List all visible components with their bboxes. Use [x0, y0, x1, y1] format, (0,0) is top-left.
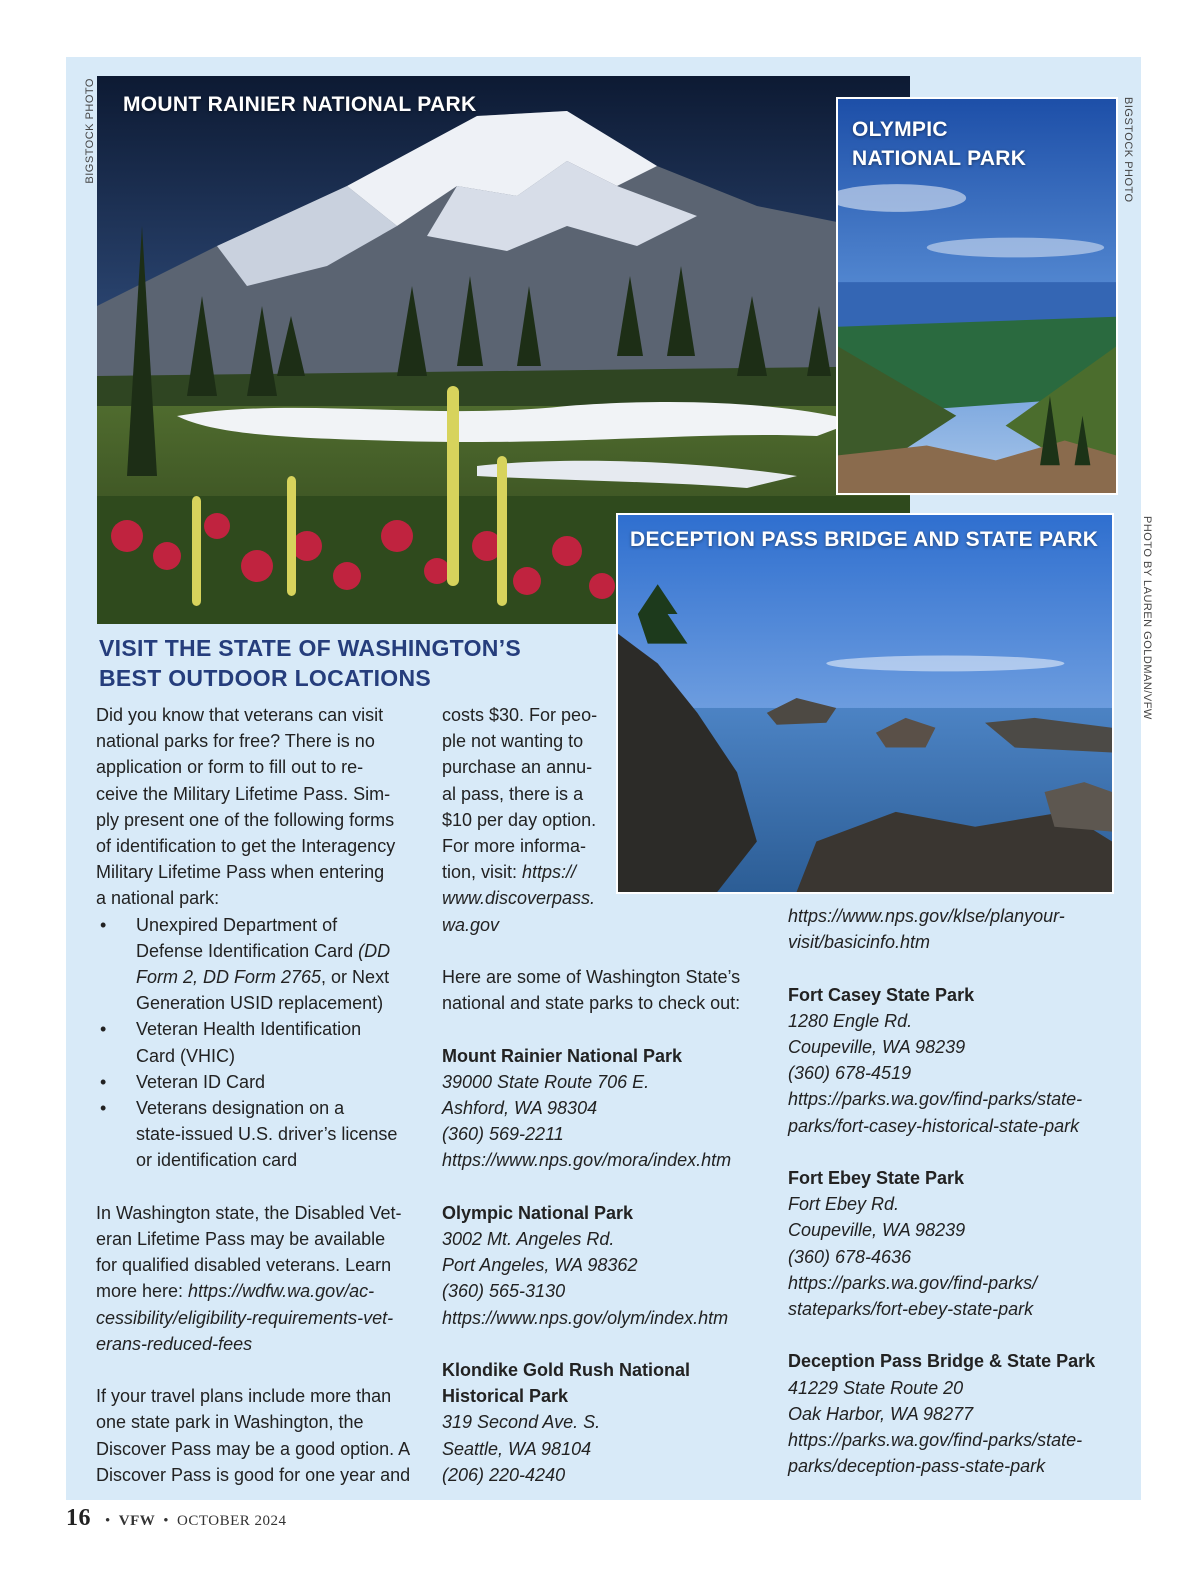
list-item-text: • Veteran ID Card	[136, 1071, 266, 1092]
park-name-text: Historical Park	[442, 1386, 569, 1407]
intro-parks-line: national and state parks to check out:	[442, 993, 741, 1014]
cost-line: al pass, there is a	[442, 783, 584, 804]
olympic-photo-label	[852, 115, 1026, 173]
intro-line: application or form to fill out to re-	[96, 757, 364, 778]
park-link[interactable]: parks/deception-pass-state-park	[788, 1456, 1046, 1477]
park-name	[442, 1383, 772, 1409]
olympic-photo-credit: BIGSTOCK PHOTO	[1122, 97, 1134, 203]
park-detail	[788, 1270, 1133, 1296]
park-name	[442, 1357, 772, 1383]
park-detail	[788, 1113, 1133, 1139]
park-address: 1280 Engle Rd.	[788, 1010, 913, 1031]
park-address: 39000 State Route 706 E.	[442, 1071, 650, 1092]
intro-line: of identification to get the Interagency	[96, 836, 396, 857]
park-detail	[788, 1453, 1133, 1479]
disabled-pass-line: In Washington state, the Disabled Vet-	[96, 1202, 402, 1223]
disabled-pass-line: for qualified disabled veterans. Learn	[96, 1255, 392, 1276]
list-item-text: • Veteran Health Identification	[136, 1019, 362, 1040]
park-detail	[442, 1252, 772, 1278]
article-column-2	[442, 702, 772, 1488]
cost-line: ple not wanting to	[442, 731, 584, 752]
olympic-label-line1: OLYMPIC	[852, 118, 948, 141]
disabled-pass-link[interactable]: https://wdfw.wa.gov/ac-	[188, 1281, 375, 1302]
park-phone: (360) 565-3130	[442, 1281, 566, 1302]
park-name	[788, 982, 1133, 1008]
list-item-text: • Unexpired Department of	[136, 914, 338, 935]
disabled-link-lead: more here:	[96, 1281, 189, 1302]
footer-separator: •	[105, 1513, 111, 1529]
intro-line: Military Lifetime Pass when entering	[96, 862, 385, 883]
mount-rainier-photo-label: MOUNT RAINIER NATIONAL PARK	[123, 93, 477, 116]
park-name-text: Fort Ebey State Park	[788, 1168, 965, 1188]
park-detail	[442, 1095, 772, 1121]
disabled-pass-line	[96, 1305, 426, 1331]
park-city: Seattle, WA 98104	[442, 1438, 592, 1459]
park-detail	[442, 1278, 772, 1304]
list-item-text: state-issued U.S. driver’s license	[136, 1124, 398, 1145]
magazine-name: VFW	[118, 1513, 156, 1529]
cost-line	[442, 912, 772, 938]
deception-pass-photo-label: DECEPTION PASS BRIDGE AND STATE PARK	[630, 528, 1099, 551]
issue-date: OCTOBER 2024	[177, 1513, 287, 1529]
discover-pass-link[interactable]: www.discoverpass.	[442, 888, 596, 909]
cost-line: purchase an annu-	[442, 757, 593, 778]
discover-pass-link[interactable]: https://	[522, 862, 577, 883]
park-detail	[788, 1086, 1133, 1112]
park-address: 3002 Mt. Angeles Rd.	[442, 1229, 615, 1250]
list-item-text	[136, 938, 426, 964]
discover-pass-link[interactable]: wa.gov	[442, 914, 500, 935]
headline-line2: BEST OUTDOOR LOCATIONS	[99, 665, 432, 691]
list-item-text-part: Defense Identification Card	[136, 940, 359, 961]
disabled-pass-line: eran Lifetime Pass may be available	[96, 1229, 386, 1250]
park-name	[788, 1348, 1133, 1374]
park-link[interactable]: https://www.nps.gov/olym/index.htm	[442, 1307, 729, 1328]
park-detail	[442, 1069, 772, 1095]
park-detail	[788, 1375, 1133, 1401]
olympic-label-line2: NATIONAL PARK	[852, 147, 1027, 170]
disabled-pass-link[interactable]: erans-reduced-fees	[96, 1333, 253, 1354]
park-detail	[788, 1191, 1133, 1217]
list-item	[96, 1095, 426, 1174]
park-detail	[788, 1217, 1133, 1243]
park-link[interactable]: parks/fort-casey-historical-state-park	[788, 1115, 1080, 1136]
discover-pass-line: Discover Pass may be a good option. A	[96, 1438, 411, 1459]
olympic-photo	[836, 97, 1118, 495]
park-detail	[442, 1226, 772, 1252]
park-name	[442, 1043, 772, 1069]
park-detail	[788, 1244, 1133, 1270]
article-headline	[99, 633, 619, 693]
discover-pass-line: one state park in Washington, the	[96, 1412, 364, 1433]
id-forms-list	[96, 912, 426, 1174]
footer-separator: •	[163, 1513, 170, 1529]
list-item-text: Card (VHIC)	[136, 1045, 236, 1066]
park-name-text: Olympic National Park	[442, 1202, 634, 1223]
park-link[interactable]: https://www.nps.gov/klse/planyour-	[788, 906, 1065, 926]
park-name-text: Mount Rainier National Park	[442, 1045, 683, 1066]
disabled-pass-link[interactable]: cessibility/eligibility-requirements-vet-	[96, 1307, 394, 1328]
list-item-text: Generation USID replacement)	[136, 993, 384, 1014]
list-item	[96, 1016, 426, 1068]
park-city: Coupeville, WA 98239	[788, 1037, 966, 1057]
park-detail	[442, 1409, 772, 1435]
park-phone: (206) 220-4240	[442, 1464, 566, 1485]
park-city: Coupeville, WA 98239	[788, 1220, 966, 1241]
discover-pass-line: Discover Pass is good for one year and	[96, 1464, 411, 1485]
park-city: Oak Harbor, WA 98277	[788, 1403, 974, 1424]
intro-line: a national park:	[96, 888, 220, 909]
park-name-text: Klondike Gold Rush National	[442, 1360, 691, 1381]
disabled-pass-line	[96, 1331, 426, 1357]
list-item-italic: Form 2, DD Form 2765	[136, 967, 322, 988]
park-link[interactable]: stateparks/fort-ebey-state-park	[788, 1299, 1034, 1320]
park-link[interactable]: https://parks.wa.gov/find-parks/state-	[788, 1089, 1083, 1110]
park-detail	[788, 1296, 1133, 1322]
park-city: Port Angeles, WA 98362	[442, 1255, 638, 1276]
park-detail	[442, 1147, 772, 1173]
deception-photo-credit: PHOTO BY LAUREN GOLDMAN/VFW	[1141, 516, 1153, 720]
intro-parks-line: Here are some of Washington State’s	[442, 967, 741, 988]
park-detail	[788, 1401, 1133, 1427]
list-item	[96, 912, 426, 1017]
park-detail	[788, 1060, 1133, 1086]
park-phone: (360) 569-2211	[442, 1124, 564, 1145]
intro-line: ply present one of the following forms	[96, 809, 395, 830]
park-name-text: Deception Pass Bridge & State Park	[788, 1351, 1096, 1372]
park-detail	[788, 1034, 1133, 1060]
list-item-text: or identification card	[136, 1150, 298, 1171]
park-detail	[788, 1008, 1133, 1034]
cost-line: costs $30. For peo-	[442, 705, 598, 725]
page-number: 16	[66, 1505, 91, 1531]
intro-line: national parks for free? There is no	[96, 731, 375, 752]
article-column-3	[788, 903, 1133, 1479]
park-name	[788, 1165, 1133, 1191]
park-detail	[788, 903, 1133, 929]
cost-line	[442, 885, 772, 911]
park-link[interactable]: visit/basicinfo.htm	[788, 932, 931, 953]
park-address: 41229 State Route 20	[788, 1377, 964, 1398]
park-link[interactable]: https://parks.wa.gov/find-parks/state-	[788, 1430, 1083, 1451]
list-item-text	[136, 964, 426, 990]
page-footer	[66, 1505, 287, 1532]
list-item-italic: (DD	[358, 940, 391, 961]
park-detail	[442, 1305, 772, 1331]
intro-line: Did you know that veterans can visit	[96, 705, 384, 725]
disabled-pass-line	[96, 1278, 426, 1304]
list-item	[96, 1069, 426, 1095]
cost-line	[442, 859, 772, 885]
park-link[interactable]: https://www.nps.gov/mora/index.htm	[442, 1150, 732, 1171]
cost-line: $10 per day option.	[442, 809, 597, 830]
intro-line: ceive the Military Lifetime Pass. Sim-	[96, 783, 391, 804]
park-detail	[788, 929, 1133, 955]
park-phone: (360) 678-4636	[788, 1246, 912, 1267]
park-city: Ashford, WA 98304	[442, 1098, 598, 1119]
park-address: 319 Second Ave. S.	[442, 1412, 601, 1433]
park-detail	[442, 1436, 772, 1462]
discover-pass-line: If your travel plans include more than	[96, 1386, 392, 1407]
park-name	[442, 1200, 772, 1226]
park-phone: (360) 678-4519	[788, 1063, 912, 1084]
park-detail	[442, 1462, 772, 1488]
park-detail	[442, 1121, 772, 1147]
visit-lead: tion, visit:	[442, 862, 523, 883]
park-detail	[788, 1427, 1133, 1453]
cost-line: For more informa-	[442, 836, 587, 857]
headline-line1: VISIT THE STATE OF WASHINGTON’S	[99, 635, 522, 661]
park-address: Fort Ebey Rd.	[788, 1194, 900, 1215]
park-name-text: Fort Casey State Park	[788, 984, 975, 1005]
rainier-photo-credit: BIGSTOCK PHOTO	[84, 78, 96, 184]
article-column-1	[96, 702, 426, 1488]
park-link[interactable]: https://parks.wa.gov/find-parks/	[788, 1272, 1038, 1293]
list-item-text-part: , or Next	[321, 967, 390, 988]
list-item-text: • Veterans designation on a	[136, 1098, 345, 1119]
